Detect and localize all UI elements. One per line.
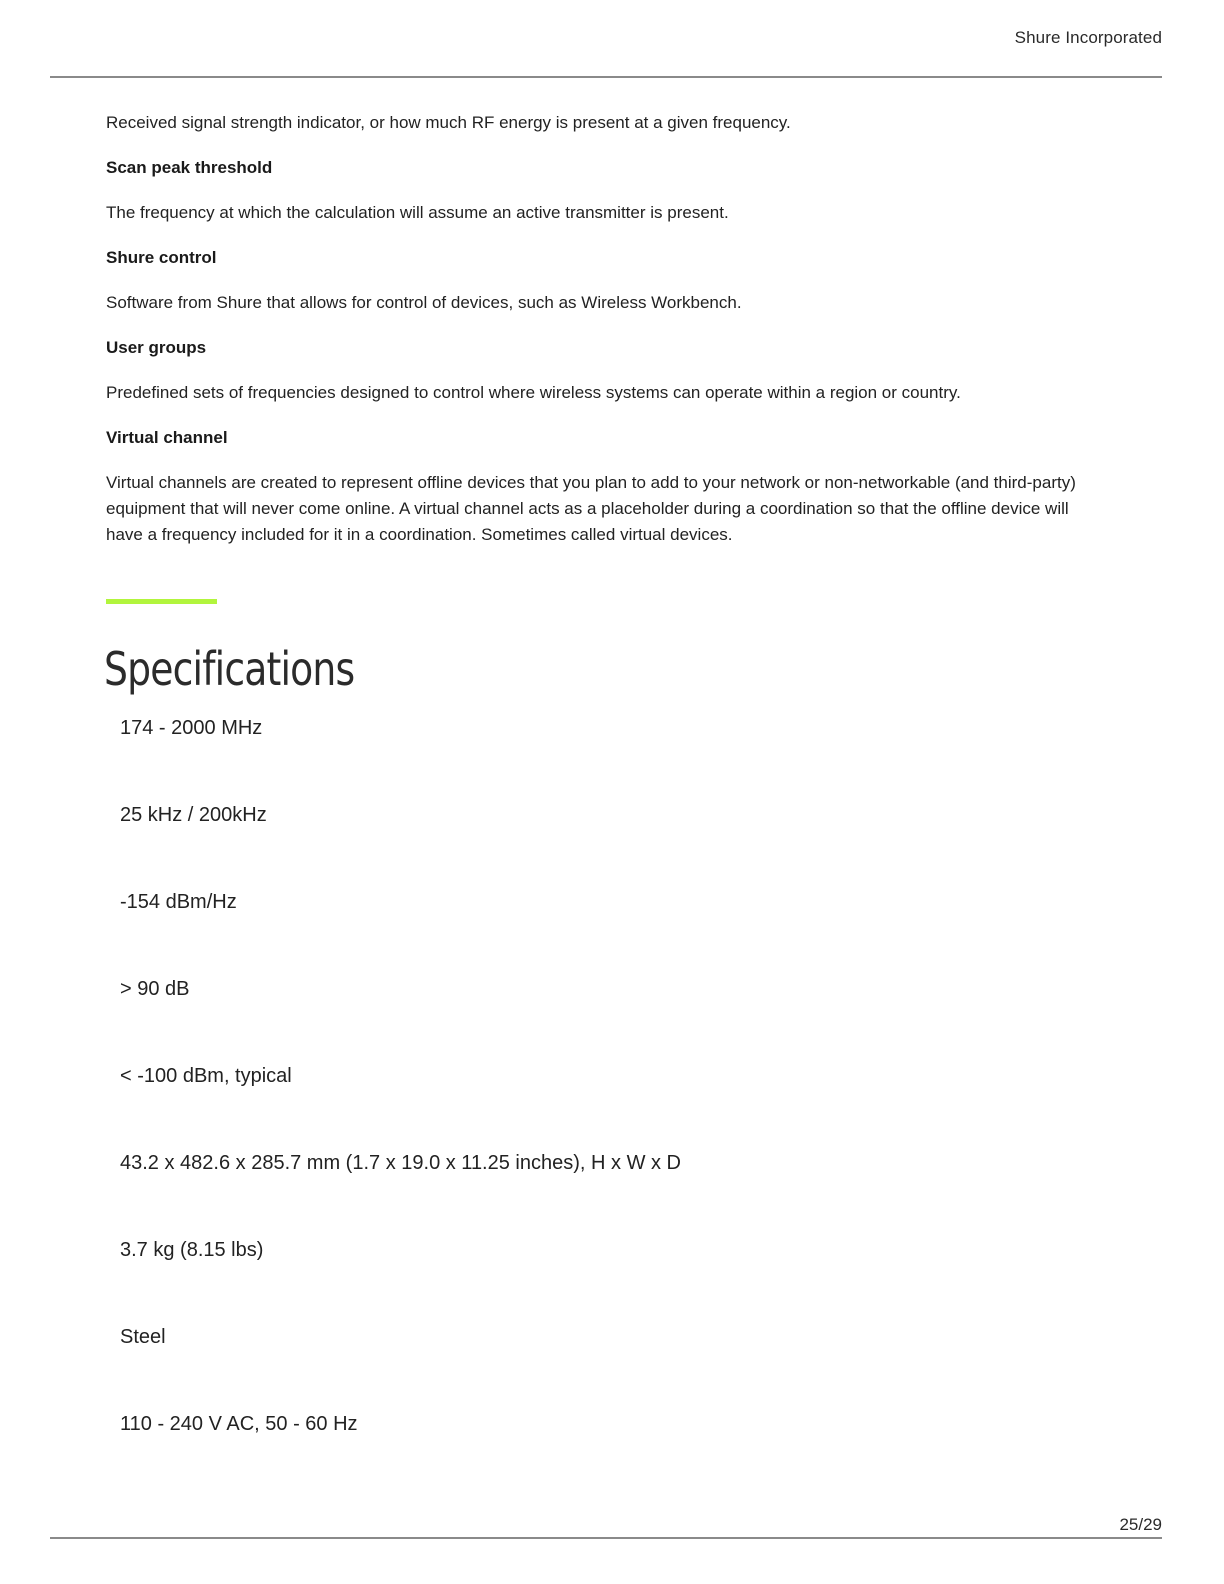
glossary-term-virtual-channel: Virtual channel: [106, 428, 228, 447]
glossary-definition-virtual-channel: Virtual channels are created to represent offline devices that you plan to add to your network or non-networkable (and third-party) equipment that will never come online. A virtual channel acts as a placeholder during a coordination so that the offline device will have a frequency included for it in a coordination. Sometimes called virtual devices.: [106, 473, 1076, 544]
spec-dynamic-range: > 90 dB: [120, 978, 190, 1000]
spec-weight: 3.7 kg (8.15 lbs): [120, 1239, 264, 1261]
header-company-name: Shure Incorporated: [1014, 28, 1162, 47]
page-number: 25/29: [1119, 1515, 1162, 1534]
spec-housing: Steel: [120, 1326, 166, 1348]
spec-sensitivity: < -100 dBm, typical: [120, 1065, 292, 1087]
spec-step-size: 25 kHz / 200kHz: [120, 804, 267, 826]
header-divider: [50, 76, 1162, 78]
glossary-definition-rssi: Received signal strength indicator, or how much RF energy is present at a given frequency.: [106, 113, 791, 132]
spec-dimensions: 43.2 x 482.6 x 285.7 mm (1.7 x 19.0 x 11.25 inches), H x W x D: [120, 1152, 681, 1174]
footer-divider: [50, 1537, 1162, 1539]
spec-noise-floor: -154 dBm/Hz: [120, 891, 237, 913]
glossary-definition-shure-control: Software from Shure that allows for control of devices, such as Wireless Workbench.: [106, 293, 742, 312]
glossary-definition-user-groups: Predefined sets of frequencies designed to control where wireless systems can operate within a region or country.: [106, 383, 961, 402]
spec-power: 110 - 240 V AC, 50 - 60 Hz: [120, 1413, 358, 1435]
glossary-section: [106, 110, 1096, 548]
glossary-definition-scan-peak-threshold: The frequency at which the calculation will assume an active transmitter is present.: [106, 203, 729, 222]
section-title: Specifications: [104, 641, 355, 696]
glossary-term-shure-control: Shure control: [106, 248, 217, 267]
section-accent-bar: [106, 599, 217, 604]
spec-list: [120, 714, 681, 1497]
spec-frequency-range: 174 - 2000 MHz: [120, 717, 263, 739]
glossary-term-user-groups: User groups: [106, 338, 207, 357]
glossary-term-scan-peak-threshold: Scan peak threshold: [106, 158, 273, 177]
